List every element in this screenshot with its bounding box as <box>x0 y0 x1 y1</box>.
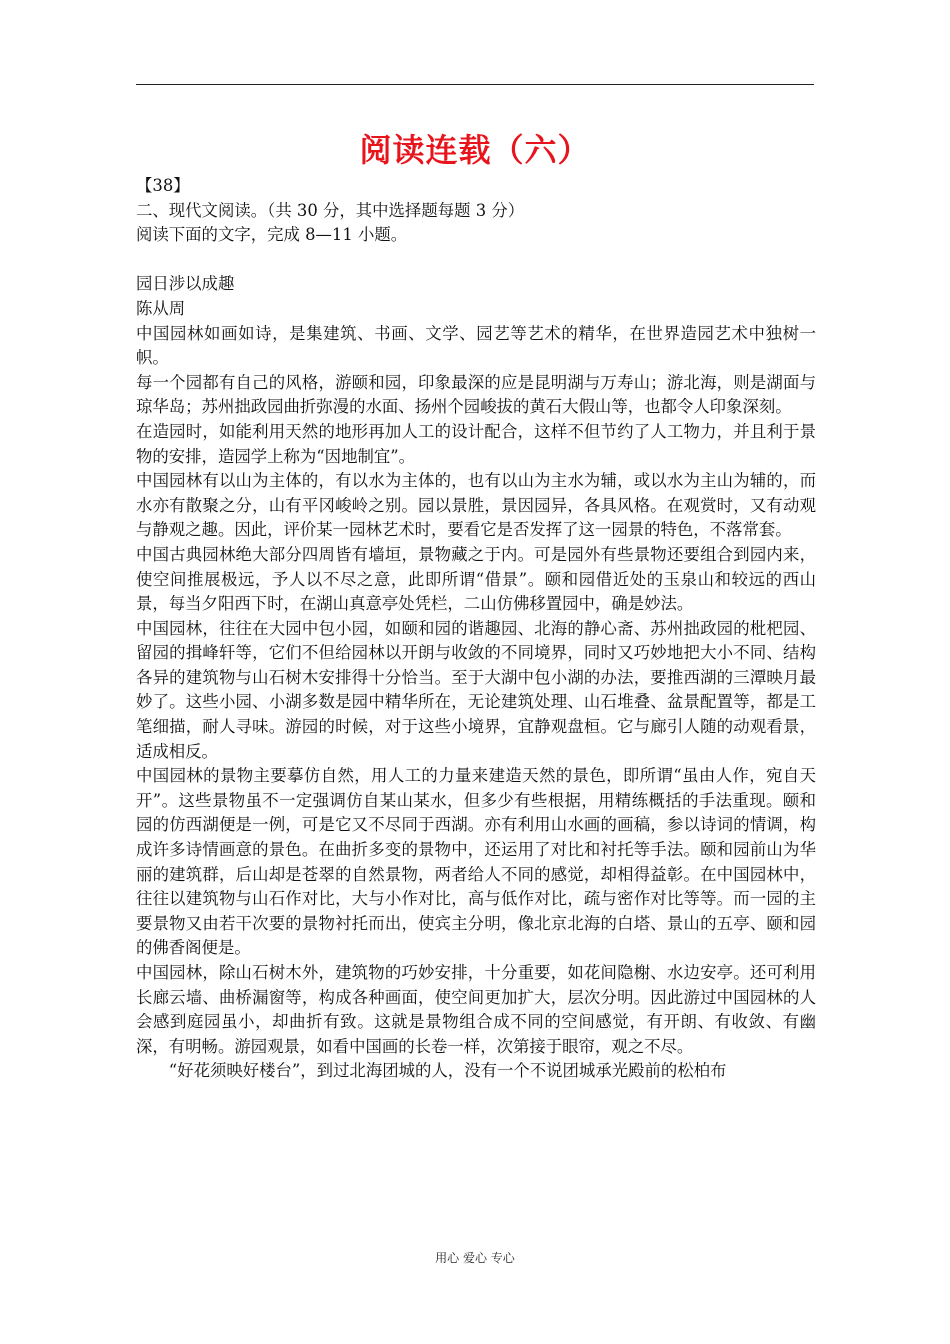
reading-instruction: 阅读下面的文字，完成 8—11 小题。 <box>136 225 408 245</box>
blank-line <box>136 248 816 273</box>
document-body <box>136 174 816 1084</box>
article-paragraph: “好花须映好楼台”，到过北海团城的人，没有一个不说团城承光殿前的松柏布 <box>168 1061 727 1081</box>
article-heading: 园日涉以成趣 <box>136 274 235 294</box>
page-title: 阅读连载（六） <box>359 131 591 169</box>
top-rule <box>136 84 814 85</box>
article-paragraph: 中国园林如画如诗，是集建筑、书画、文学、园艺等艺术的精华，在世界造园艺术中独树一帜。 <box>136 323 816 368</box>
article-paragraph: 每一个园都有自己的风格，游颐和园，印象最深的应是昆明湖与万寿山；游北海，则是湖面与琼华岛；苏州拙政园曲折弥漫的水面、扬州个园峻拔的黄石大假山等，也都令人印象深刻。 <box>136 372 816 417</box>
page-footer: 用心 爱心 专心 <box>435 1251 515 1265</box>
article-paragraph: 中国古典园林绝大部分四周皆有墙垣，景物藏之于内。可是园外有些景物还要组合到园内来，使空间推展极远，予人以不尽之意，此即所谓“借景”。颐和园借近处的玉泉山和较远的西山景，每当夕阳西下时，在湖山真意亭处凭栏，二山仿佛移置园中，确是妙法。 <box>136 544 816 614</box>
article-paragraph: 中国园林的景物主要摹仿自然，用人工的力量来建造天然的景色，即所谓“虽由人作，宛自天开”。这些景物虽不一定强调仿自某山某水，但多少有些根据，用精练概括的手法重现。颐和园的仿西湖便是一例，可是它又不尽同于西湖。亦有利用山水画的画稿，参以诗词的情调，构成许多诗情画意的景色。在曲折多变的景物中，还运用了对比和衬托等手法。颐和园前山为华丽的建筑群，后山却是苍翠的自然景物，两者给人不同的感觉，却相得益彰。在中国园林中，往往以建筑物与山石作对比，大与小作对比，高与低作对比，疏与密作对比等等。而一园的主要景物又由若干次要的景物衬托而出，使宾主分明，像北京北海的白塔、景山的五亭、颐和园的佛香阁便是。 <box>136 766 816 958</box>
article-paragraph: 中国园林，往往在大园中包小园，如颐和园的谐趣园、北海的静心斋、苏州拙政园的枇杷园、留园的揖峰轩等，它们不但给园林以开朗与收敛的不同境界，同时又巧妙地把大小不同、结构各异的建筑物与山石树木安排得十分恰当。至于大湖中包小湖的办法，要推西湖的三潭映月最妙了。这些小园、小湖多数是园中精华所在，无论建筑处理、山石堆叠、盆景配置等，都是工笔细描，耐人寻味。游园的时候，对于这些小境界，宜静观盘桓。它与廊引人随的动观看景，适成相反。 <box>136 618 816 761</box>
section-instruction: 二、现代文阅读。（共 30 分，其中选择题每题 3 分） <box>136 200 525 220</box>
article-paragraph: 中国园林有以山为主体的，有以水为主体的，也有以山为主水为辅，或以水为主山为辅的，而水亦有散聚之分，山有平冈峻岭之别。园以景胜，景因园异，各具风格。在观赏时，又有动观与静观之趣。因此，评价某一园林艺术时，要看它是否发挥了这一园景的特色，不落常套。 <box>136 471 816 540</box>
article-author: 陈从周 <box>136 298 186 318</box>
article-paragraph: 在造园时，如能利用天然的地形再加人工的设计配合，这样不但节约了人工物力，并且利于景物的安排，造园学上称为“因地制宜”。 <box>136 421 816 466</box>
question-number: 【38】 <box>136 176 190 195</box>
article-paragraph: 中国园林，除山石树木外，建筑物的巧妙安排，十分重要，如花间隐榭、水边安亭。还可利用长廊云墙、曲桥漏窗等，构成各种画面，使空间更加扩大，层次分明。因此游过中国园林的人会感到庭园虽小，却曲折有致。这就是景物组合成不同的空间感觉，有开朗、有收敛、有幽深，有明畅。游园观景，如看中国画的长卷一样，次第接于眼帘，观之不尽。 <box>136 963 816 1056</box>
